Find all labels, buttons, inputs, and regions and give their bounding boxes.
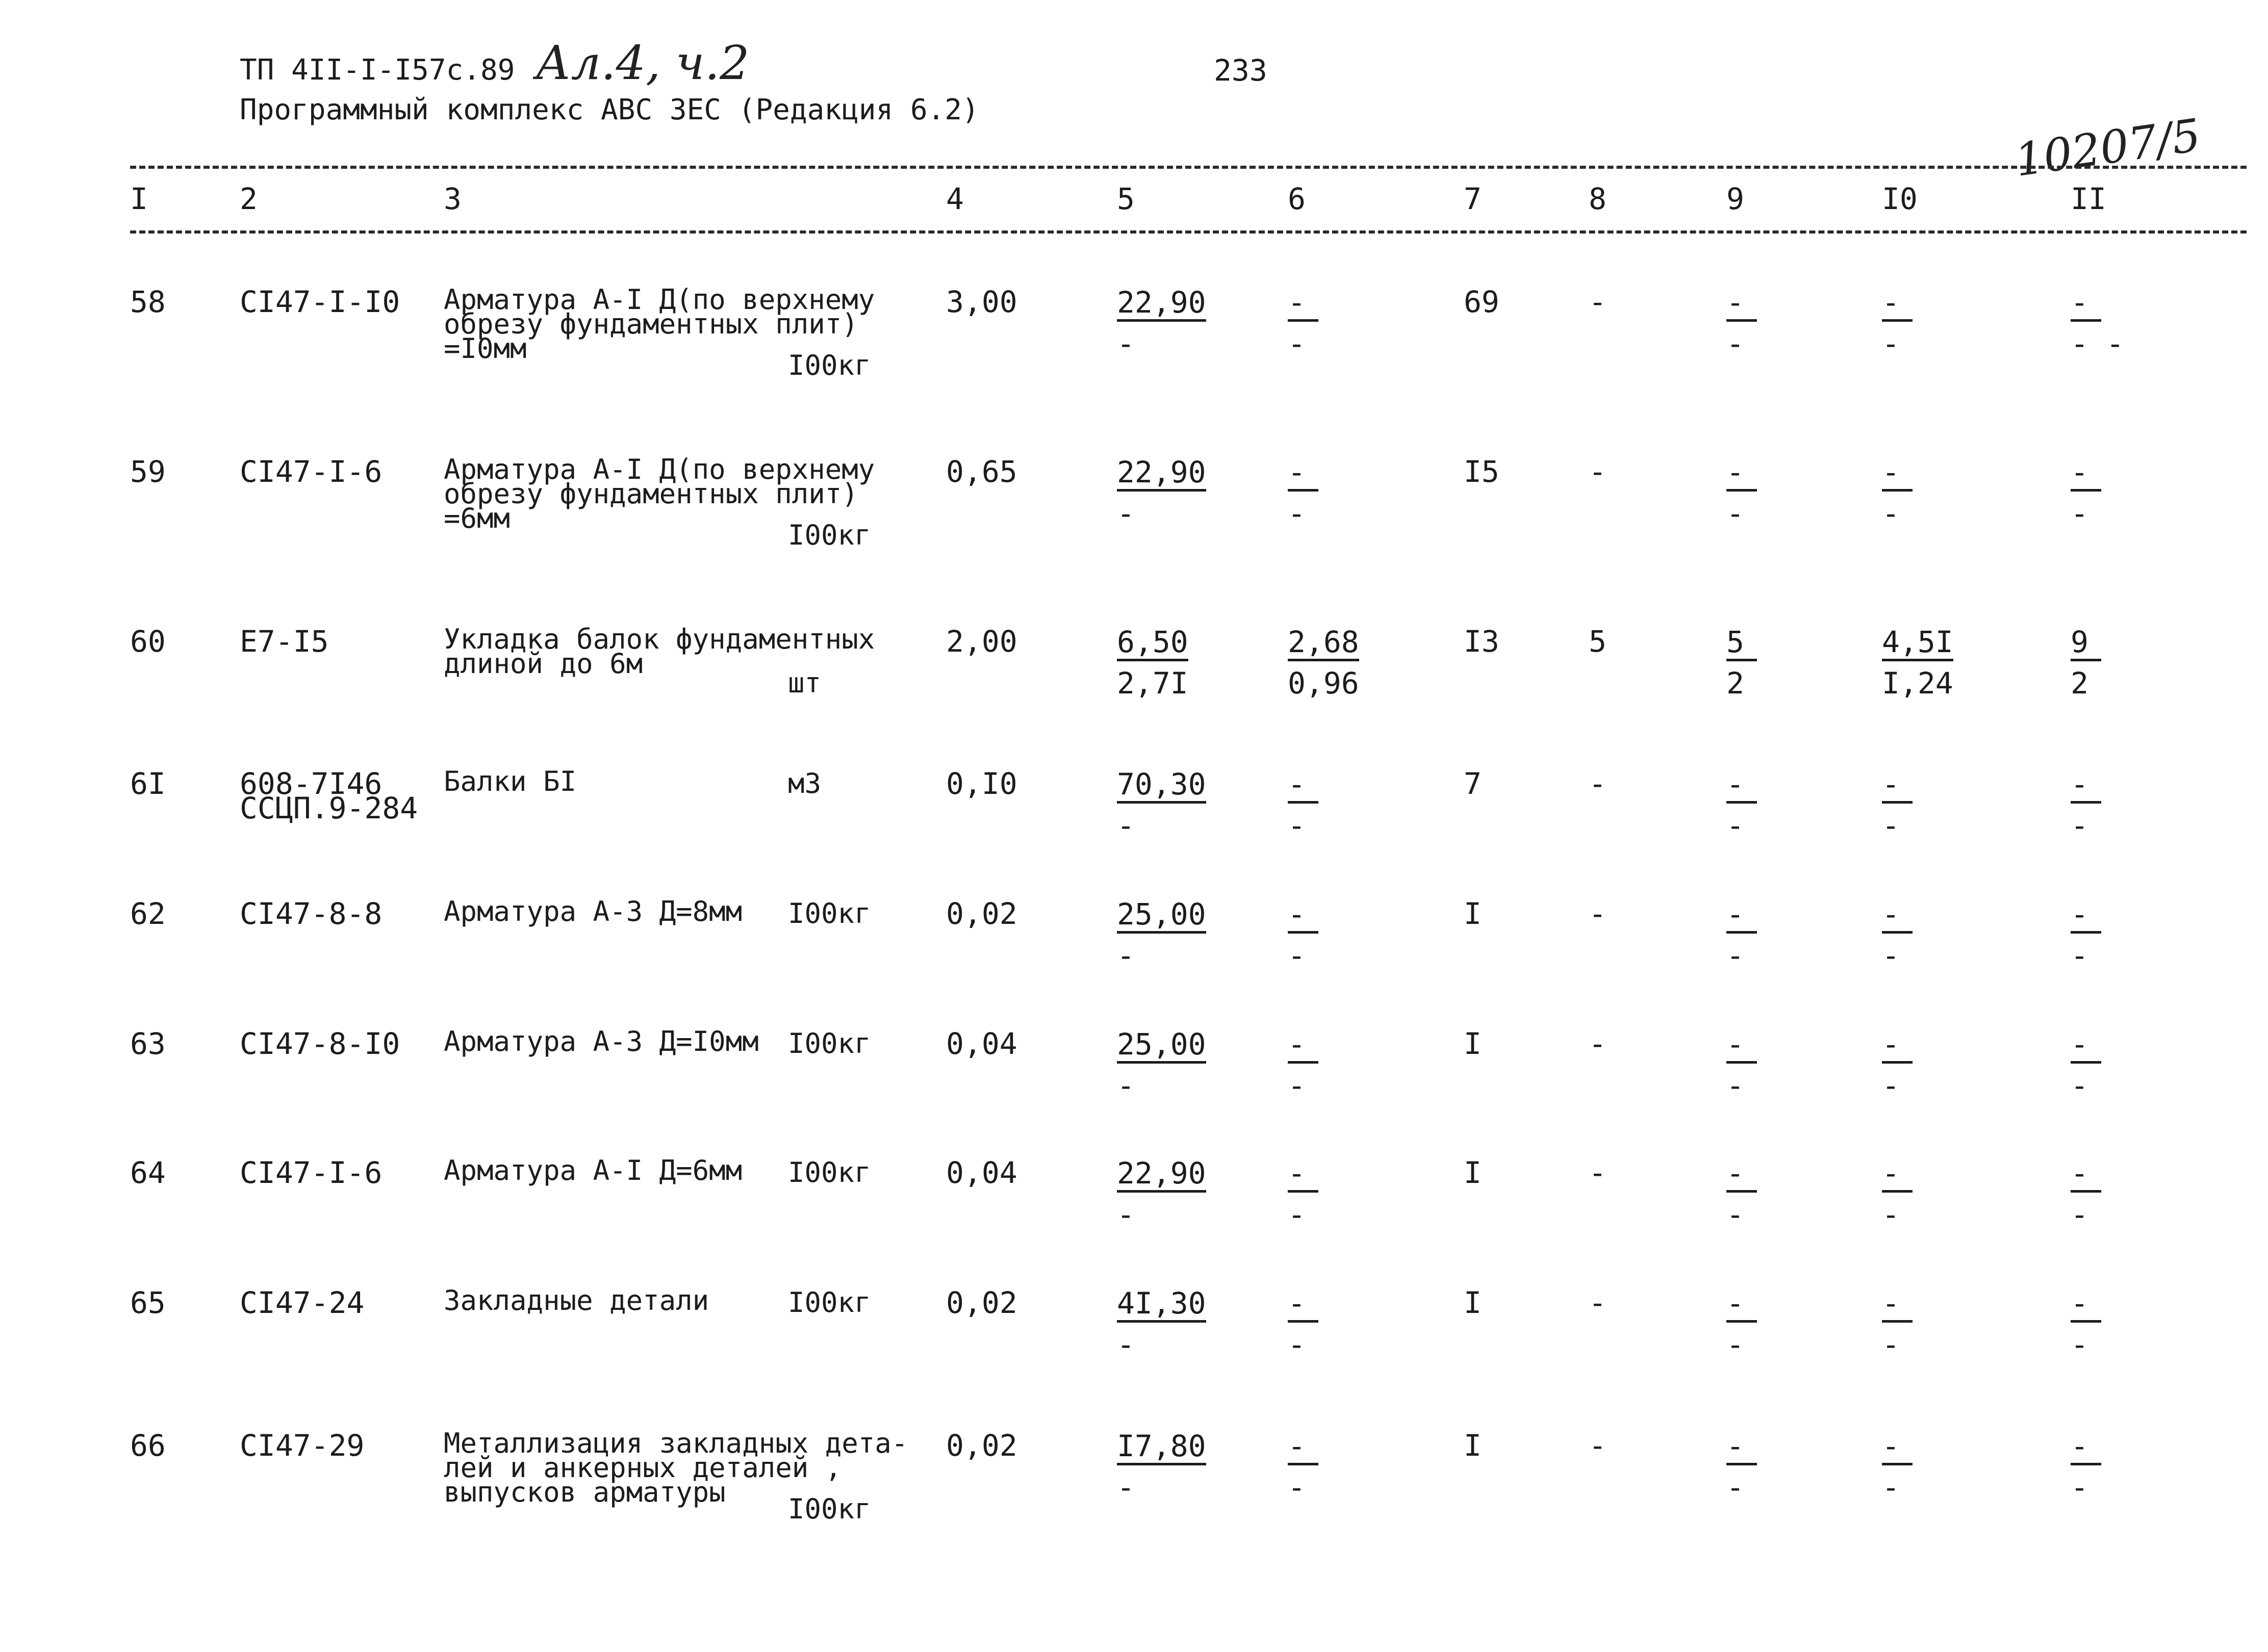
row-code: СI47-I-I0 [240,285,400,319]
cell-c6-numerator: - [1288,1430,1318,1465]
cell-c9 [1726,1157,1828,1230]
cell-c8: - [1589,766,1607,801]
row-code: 608-7I46 [240,766,383,801]
cell-c11-denominator: - [2071,938,2088,973]
cell-c11 [2071,1430,2173,1503]
cell-c5-numerator: 6,50 [1117,626,1188,661]
cell-c11-denominator: - [2071,808,2088,843]
cell-c9 [1726,1430,1828,1503]
row-description: Балки БI [444,765,577,797]
cell-c10-numerator: - [1882,1287,1913,1323]
cell-c10-numerator: - [1882,1430,1913,1465]
cell-c9-numerator: - [1726,1157,1757,1193]
cell-c10 [1882,1028,1984,1101]
cell-c7: I3 [1464,624,1499,659]
column-header-1: I [130,182,148,216]
cell-c8: - [1589,1026,1607,1061]
cell-c10-denominator: - [1882,1197,1900,1232]
cell-c10-denominator: I,24 [1882,666,1953,701]
header-divider-top [130,166,2247,169]
cell-c6-denominator: - [1288,326,1306,361]
cell-c10 [1882,1430,1984,1503]
row-unit: шт [788,667,822,699]
row-number: 65 [130,1285,166,1320]
cell-c6-numerator: - [1288,456,1318,492]
cell-c11 [2071,1287,2173,1360]
cell-c5-denominator: - [1117,326,1135,361]
row-unit: I00кг [788,1286,871,1319]
row-code: ССЦП.9-284 [240,791,418,825]
row-number: 60 [130,624,166,659]
cell-c6-denominator: - [1288,1197,1306,1232]
cell-c5-numerator: 22,90 [1117,287,1206,322]
cell-c6-numerator: - [1288,768,1318,804]
cell-c9-denominator: - [1726,1068,1744,1103]
cell-c10-numerator: - [1882,768,1913,804]
row-code: СI47-29 [240,1428,365,1463]
cell-c11-numerator: 9 [2071,626,2101,661]
row-description: Закладные детали [444,1284,709,1317]
document-code: ТП 4II-I-I57с.89 [240,54,515,87]
cell-c9 [1726,287,1828,359]
cell-c5-denominator: - [1117,496,1135,531]
column-header-4: 4 [946,182,964,216]
row-description: Укладка балок фундаментных [444,623,875,655]
cell-c10-numerator: - [1882,1157,1913,1193]
cell-c11 [2071,626,2173,699]
cell-c9-denominator: 2 [1726,666,1744,701]
row-number: 58 [130,285,166,319]
row-quantity: 0,65 [946,454,1017,489]
cell-c5 [1117,287,1219,359]
row-description: обрезу фундаментных плит) [444,478,858,510]
cell-c7: I [1464,896,1482,931]
row-description: =6мм [444,502,511,534]
row-unit: I00кг [788,897,871,930]
cell-c6-denominator: - [1288,938,1306,973]
cell-c9-numerator: - [1726,1028,1757,1064]
cell-c9-denominator: - [1726,808,1744,843]
row-description: лей и анкерных деталей , [444,1452,842,1484]
cell-c9-numerator: - [1726,1430,1757,1465]
cell-c11 [2071,768,2173,841]
handwritten-note-corner: 10207/5 [2011,109,2204,187]
cell-c10-denominator: - [1882,1470,1900,1505]
cell-c11-numerator: - [2071,1430,2101,1465]
cell-c6-denominator: - [1288,808,1306,843]
row-code: СI47-24 [240,1285,365,1320]
cell-c11-numerator: - [2071,898,2101,934]
cell-c5-numerator: 22,90 [1117,456,1206,492]
handwritten-note-top: Ал.4, ч.2 [536,36,750,90]
row-quantity: 0,02 [946,1428,1017,1463]
cell-c7: I [1464,1285,1482,1320]
cell-c11-numerator: - [2071,1157,2101,1193]
cell-c11 [2071,456,2173,529]
cell-c9-numerator: - [1726,456,1757,492]
cell-c10 [1882,1287,1984,1360]
cell-c6-numerator: 2,68 [1288,626,1359,661]
cell-c10 [1882,768,1984,841]
column-header-10: I0 [1882,182,1918,216]
cell-c7: I [1464,1428,1482,1463]
cell-c9 [1726,1287,1828,1360]
cell-c10-denominator: - [1882,1327,1900,1362]
header-divider-bottom [130,230,2247,234]
cell-c10-denominator: - [1882,938,1900,973]
cell-c11 [2071,1028,2173,1101]
column-header-8: 8 [1589,182,1607,216]
cell-c5-numerator: 25,00 [1117,898,1206,934]
row-code: СI47-I-6 [240,454,383,489]
cell-c11-numerator: - [2071,1028,2101,1064]
row-quantity: 2,00 [946,624,1017,659]
cell-c5-denominator: - [1117,1068,1135,1103]
row-code: СI47-8-I0 [240,1026,400,1061]
cell-c11 [2071,1157,2173,1230]
cell-c10-numerator: 4,5I [1882,626,1953,661]
row-unit: I00кг [788,519,871,551]
cell-c11-denominator: - [2071,496,2088,531]
cell-c6 [1288,626,1390,699]
column-header-5: 5 [1117,182,1135,216]
cell-c7: I5 [1464,454,1499,489]
cell-c5-denominator: - [1117,1470,1135,1505]
row-code: Е7-I5 [240,624,329,659]
cell-c8: - [1589,1155,1607,1190]
cell-c6 [1288,768,1390,841]
column-header-6: 6 [1288,182,1306,216]
cell-c10-numerator: - [1882,898,1913,934]
cell-c5-denominator: 2,7I [1117,666,1188,701]
cell-c6 [1288,898,1390,971]
cell-c10 [1882,456,1984,529]
row-quantity: 0,02 [946,1285,1017,1320]
column-header-11: II [2071,182,2106,216]
row-number: 62 [130,896,166,931]
cell-c7: I [1464,1155,1482,1190]
row-description: Металлизация закладных дета- [444,1427,908,1459]
row-unit: I00кг [788,349,871,381]
row-code: СI47-8-8 [240,896,383,931]
cell-c6 [1288,1287,1390,1360]
cell-c6-denominator: - [1288,496,1306,531]
cell-c11-numerator: - [2071,768,2101,804]
cell-c5 [1117,1157,1219,1230]
row-description: обрезу фундаментных плит) [444,308,858,340]
cell-c5-numerator: 4I,30 [1117,1287,1206,1323]
cell-c10-numerator: - [1882,1028,1913,1064]
row-description: Арматура А-I Д(по верхнему [444,283,875,316]
row-description: выпусков арматуры [444,1476,726,1508]
cell-c9 [1726,626,1828,699]
row-unit: I00кг [788,1156,871,1189]
cell-c6-denominator: - [1288,1470,1306,1505]
cell-c6-numerator: - [1288,287,1318,322]
cell-c5 [1117,1287,1219,1360]
cell-c9-denominator: - [1726,1470,1744,1505]
row-description: Арматура А-3 Д=8мм [444,895,743,927]
cell-c7: 69 [1464,285,1499,319]
cell-c8: - [1589,1428,1607,1463]
cell-c11-denominator: - - [2071,326,2124,361]
row-number: 66 [130,1428,166,1463]
cell-c11-denominator: - [2071,1197,2088,1232]
cell-c6-numerator: - [1288,1287,1318,1323]
cell-c9 [1726,768,1828,841]
cell-c9-denominator: - [1726,1327,1744,1362]
cell-c5-numerator: 25,00 [1117,1028,1206,1064]
row-unit: I00кг [788,1027,871,1060]
cell-c11 [2071,898,2173,971]
row-quantity: 0,I0 [946,766,1017,801]
row-description: Арматура А-3 Д=I0мм [444,1025,759,1057]
cell-c10-denominator: - [1882,1068,1900,1103]
cell-c8: - [1589,285,1607,319]
row-unit: м3 [788,767,822,799]
cell-c9-numerator: - [1726,898,1757,934]
cell-c5-numerator: 22,90 [1117,1157,1206,1193]
cell-c9 [1726,898,1828,971]
cell-c10 [1882,626,1984,699]
row-number: 59 [130,454,166,489]
cell-c6-denominator: - [1288,1327,1306,1362]
cell-c5-denominator: - [1117,1197,1135,1232]
cell-c9 [1726,456,1828,529]
cell-c9-numerator: - [1726,768,1757,804]
cell-c9-denominator: - [1726,938,1744,973]
row-quantity: 0,04 [946,1155,1017,1190]
cell-c6 [1288,287,1390,359]
cell-c5 [1117,1028,1219,1101]
cell-c6-numerator: - [1288,898,1318,934]
cell-c5 [1117,626,1219,699]
cell-c10-denominator: - [1882,496,1900,531]
cell-c6 [1288,456,1390,529]
document-subtitle: Программный комплекс АВС ЗЕС (Редакция 6.2) [240,93,979,126]
cell-c11-numerator: - [2071,1287,2101,1323]
cell-c10 [1882,898,1984,971]
row-number: 6I [130,766,166,801]
cell-c8: - [1589,454,1607,489]
cell-c10-denominator: - [1882,808,1900,843]
cell-c6 [1288,1430,1390,1503]
cell-c5-denominator: - [1117,938,1135,973]
row-quantity: 0,02 [946,896,1017,931]
cell-c6-numerator: - [1288,1028,1318,1064]
cell-c11-denominator: - [2071,1327,2088,1362]
row-description: длиной до 6м [444,648,643,680]
column-header-2: 2 [240,182,258,216]
cell-c5 [1117,1430,1219,1503]
cell-c6-denominator: 0,96 [1288,666,1359,701]
cell-c10-denominator: - [1882,326,1900,361]
row-number: 63 [130,1026,166,1061]
cell-c11-denominator: - [2071,1470,2088,1505]
cell-c7: 7 [1464,766,1482,801]
cell-c9 [1726,1028,1828,1101]
row-quantity: 3,00 [946,285,1017,319]
cell-c5 [1117,456,1219,529]
cell-c6 [1288,1028,1390,1101]
cell-c11-denominator: - [2071,1068,2088,1103]
cell-c6-denominator: - [1288,1068,1306,1103]
cell-c11 [2071,287,2173,359]
cell-c10 [1882,287,1984,359]
cell-c5-denominator: - [1117,1327,1135,1362]
column-header-9: 9 [1726,182,1744,216]
row-description: Арматура А-I Д=6мм [444,1154,743,1186]
cell-c11-denominator: 2 [2071,666,2088,701]
row-description: Арматура А-I Д(по верхнему [444,453,875,485]
row-quantity: 0,04 [946,1026,1017,1061]
cell-c9-denominator: - [1726,1197,1744,1232]
cell-c7: I [1464,1026,1482,1061]
cell-c9-denominator: - [1726,326,1744,361]
row-code: СI47-I-6 [240,1155,383,1190]
cell-c11-numerator: - [2071,456,2101,492]
cell-c10-numerator: - [1882,287,1913,322]
page-number: 233 [1214,53,1267,88]
cell-c9-numerator: - [1726,287,1757,322]
cell-c5 [1117,898,1219,971]
cell-c5 [1117,768,1219,841]
cell-c6-numerator: - [1288,1157,1318,1193]
cell-c5-denominator: - [1117,808,1135,843]
cell-c9-numerator: 5 [1726,626,1757,661]
cell-c6 [1288,1157,1390,1230]
cell-c8: 5 [1589,624,1607,659]
cell-c10-numerator: - [1882,456,1913,492]
cell-c5-numerator: I7,80 [1117,1430,1206,1465]
row-number: 64 [130,1155,166,1190]
cell-c8: - [1589,1285,1607,1320]
cell-c5-numerator: 70,30 [1117,768,1206,804]
row-unit: I00кг [788,1493,871,1525]
cell-c9-numerator: - [1726,1287,1757,1323]
cell-c9-denominator: - [1726,496,1744,531]
cell-c8: - [1589,896,1607,931]
column-header-7: 7 [1464,182,1482,216]
column-header-3: 3 [444,182,462,216]
row-description: =I0мм [444,332,527,365]
cell-c10 [1882,1157,1984,1230]
cell-c11-numerator: - [2071,287,2101,322]
